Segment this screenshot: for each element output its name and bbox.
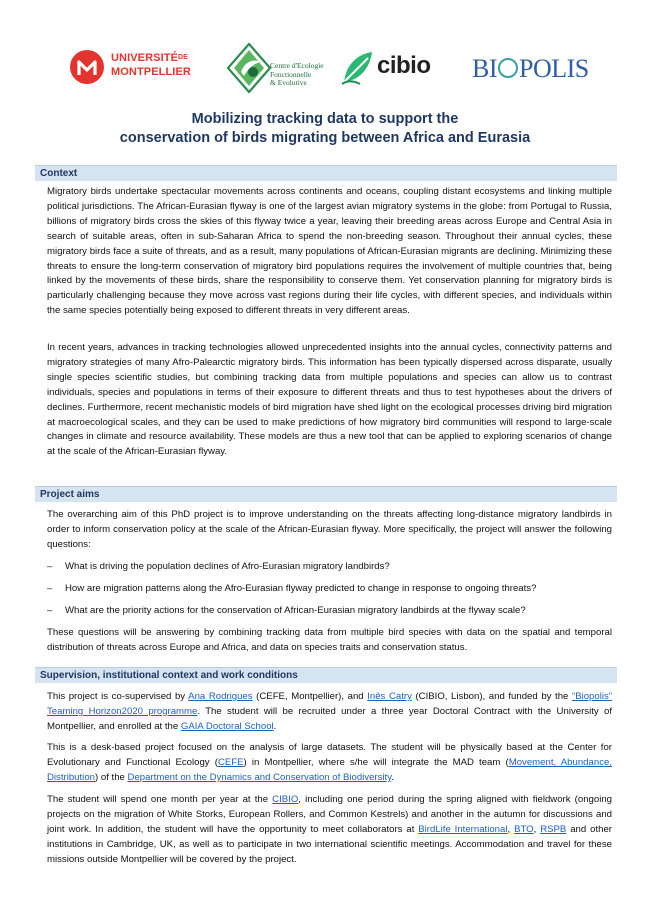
context-paragraph-2: In recent years, advances in tracking technologies allowed unprecedented insights into the annual cycles, connectivity patterns and migratory strategies of many Afro-Palearctic migratory birds. This information has been typically dispersed across disparate, usually single species scientific studies, but combining tracking data from multiple populations and species can allow us to contrast individuals, species and populations in terms of their exposure to different threats and thus to test hypotheses about the drivers of declines. Furthermore, recent mechanistic models of bird migration have shed light on the ecological processes driving bird migration at macroecological scales, and they can be used to make predictions of how migratory bird communities will respond to large-scale changes in climate and resource availability. These models are thus a new tool that can be applied to exploring scenarios of change at the scale of the African-Eurasian flyway. [47,342,612,458]
link-ana-rodrigues[interactable]: Ana Rodrigues [188,691,253,702]
cefe-logo [226,40,326,102]
link-rspb[interactable]: RSPB [540,823,567,835]
link-cibio[interactable]: CIBIO [272,794,299,805]
cibio-logo [340,40,450,102]
link-ines-catry[interactable]: Inês Catry [367,691,412,702]
cefe-wordmark: Centre d'Ecologie Fonctionnelle & Evolutive [270,61,324,87]
section-header-context: Context [35,165,617,181]
supervision-paragraph-1: This project is co-supervised by Ana Rodrigues (CEFE, Montpellier), and Inês Catry (CIBIO, Lisbon), and funded by the “Biopolis” Teaming Horizon2020 programme. The student will be recruited under a three year Doctoral Contract with the University of Montpellier, and enrolled at the GAIA Doctoral School. [47,691,612,732]
link-bto[interactable]: BTO [514,823,534,835]
link-gaia-doctoral-school[interactable]: GAIA Doctoral School [180,720,274,732]
universite-montpellier-wordmark: $UNIVERSITÉ^{DE}$ MONTPELLIER [111,52,191,78]
cibio-leaf-icon [340,50,374,86]
cibio-wordmark: cibio [377,52,431,79]
aims-question-2: – How are migration patterns along the Afro-Eurasian flyway predicted to change in response to ongoing threats? [47,583,537,594]
link-biopolis-programme[interactable]: “Biopolis” Teaming Horizon2020 programme [47,691,612,717]
section-header-supervision: Supervision, institutional context and work conditions [35,667,617,683]
link-cefe[interactable]: CEFE [217,756,244,768]
context-paragraph-1: Migratory birds undertake spectacular movements across continents and oceans, coupling distant ecosystems and linking multiple political jurisdictions. The African-Eurasian flyway is one of the largest avian migratory systems in the globe: from Portugal to Russia, billions of migratory birds cross the skies of this flyway twice a year, leaving their breeding areas across Europe and Central Asia in search of suitable areas, often in sub-Saharan Africa to spend the non-breeding season. Throughout their annual cycles, these migratory birds face a suite of threats, and as a result, many populations of African-Eurasian migrants are declining. Minimizing these threats to ensure the long-term conservation of migratory bird populations requires the involvement of multiple countries that, being linked by the movements of these birds, share the responsibility to conserve them. Yet conservation planning for migratory birds is particularly challenging because they move across vast regions during their life cycles, with different species, and individuals within the same species potentially being exposed to different threats in very different areas. [47,186,612,317]
supervision-paragraph-3: The student will spend one month per year at the CIBIO, including one period during the spring aligned with fieldwork (ongoing projects on the migration of White Storks, European Rollers, and Common Kestrels) and another in the autumn for discussions and joint work. In addition, the student will have the opportunity to meet collaborators at BirdLife International, BTO, RSPB and other institutions in Cambridge, UK, as well as to participate in two international scientific meetings. Accommodation and travel for these missions outside Montpellier will be covered by the project. [47,794,613,865]
document-title: Mobilizing tracking data to support the conservation of birds migrating between Africa and Eurasia [119,111,531,146]
biopolis-logo [472,40,592,102]
supervision-paragraph-2: This is a desk-based project focused on the analysis of large datasets. The student will be physically based at the Center for Evolutionary and Functional Ecology (CEFE) in Montpellier, where s/he will integrate the MAD team (Movement, Abundance, Distribution) of the Department on the Dynamics and Conservation of Biodiversity. [47,742,612,783]
aims-outro: These questions will be answering by combining tracking data from multiple bird species with data on the spatial and temporal distribution of threats across Europe and Africa, and data on species traits and conservation status. [47,627,612,653]
cefe-emblem-icon [226,42,272,94]
link-mad-team[interactable]: Movement, Abundance, Distribution [47,756,612,783]
logo-bar [0,40,650,102]
biopolis-wordmark: BI POLIS [472,54,589,83]
aims-intro: The overarching aim of this PhD project is to improve understanding on the threats affecting long-distance migratory landbirds in order to inform conservation policy at the scale of the African-Eurasian flyway. More specifically, the project will answer the following questions: [47,509,612,550]
aims-question-3: – What are the priority actions for the conservation of African-Eurasian migratory landbirds at the flyway scale? [47,605,526,616]
aims-question-1: – What is driving the population declines of Afro-Eurasian migratory landbirds? [47,561,390,572]
biopolis-globe-icon [498,58,518,78]
link-department-biodiversity[interactable]: Department on the Dynamics and Conservation of Biodiversity [127,771,392,783]
universite-montpellier-emblem-icon [70,50,104,84]
link-birdlife-international[interactable]: BirdLife International [418,823,508,835]
section-header-project-aims: Project aims [35,486,617,502]
universite-montpellier-logo [70,40,190,102]
